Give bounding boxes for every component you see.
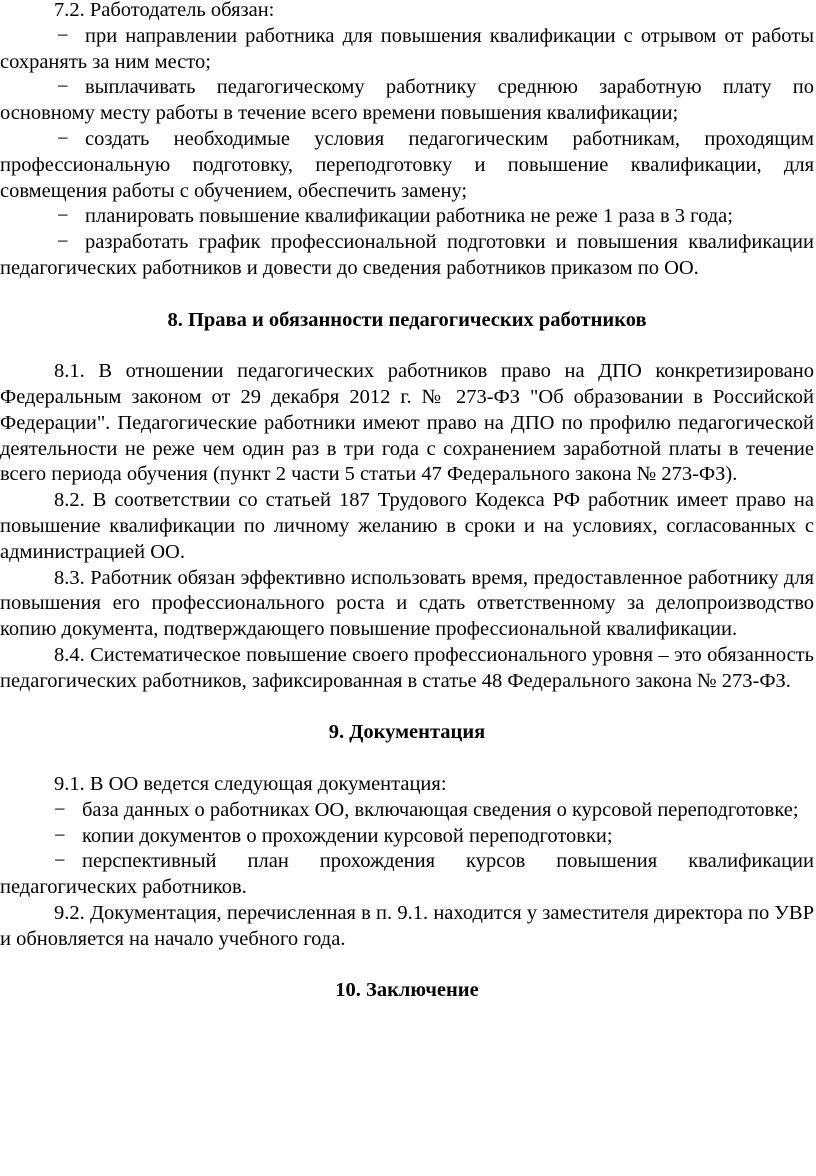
section7-item-2 xyxy=(0,75,814,127)
section8-heading: 8. Права и обязанности педагогических работников xyxy=(167,308,647,331)
spacer xyxy=(0,333,814,359)
section8-paragraph-1: 8.1. В отношении педагогических работников право на ДПО конкретизировано Федеральным законом от 29 декабря 2012 г. № 273-ФЗ "Об образовании в Российской Федерации". Педагогические работники имеют право на ДПО по профилю педагогической деятельности не реже чем один раз в три года с сохранением заработной платы в течение всего периода обучения (пункт 2 части 5 статьи 47 Федерального закона № 273-ФЗ). xyxy=(0,360,814,486)
dash-marker: − xyxy=(54,850,66,873)
section10-heading: 10. Заключение xyxy=(335,979,479,1002)
section9-closing: 9.2. Документация, перечисленная в п. 9.1. находится у заместителя директора по УВР и обновляется на начало учебного года. xyxy=(0,901,814,950)
section9-item-3 xyxy=(0,849,814,901)
dash-marker: − xyxy=(57,76,69,99)
section7-item-5 xyxy=(0,230,814,282)
section7-item-1 xyxy=(0,24,814,76)
dash-marker: − xyxy=(57,127,69,150)
section8-paragraph-3: 8.3. Работник обязан эффективно использовать время, предоставленное работнику для повышения его профессионального роста и сдать ответственному за делопроизводство копию документа, подтверждающего повышение профессиональной квалификации. xyxy=(0,566,814,641)
section7-item-text: планировать повышение квалификации работника не реже 1 раза в 3 года; xyxy=(85,205,733,228)
section9-item-text: копии документов о прохождении курсовой переподготовки; xyxy=(82,824,613,847)
section9-item-text: перспективный план прохождения курсов повышения квалификации педагогических работников. xyxy=(0,850,814,899)
section9-heading: 9. Документация xyxy=(328,721,486,744)
section7-item-text: выплачивать педагогическому работнику среднюю заработную плату по основному месту работы в течение всего времени повышения квалификации; xyxy=(0,76,814,125)
spacer xyxy=(0,952,814,978)
dash-marker: − xyxy=(57,205,69,228)
spacer xyxy=(0,282,814,308)
dash-marker: − xyxy=(54,824,66,847)
section9-item-2 xyxy=(0,824,814,850)
section9-item-text: база данных о работниках ОО, включающая сведения о курсовой переподготовке; xyxy=(82,798,799,821)
spacer xyxy=(0,746,814,772)
section9-intro: 9.1. В ОО ведется следующая документация: xyxy=(54,772,447,795)
section7-item-text: при направлении работника для повышения квалификации с отрывом от работы сохранять за ним место; xyxy=(0,24,814,73)
section7-intro: 7.2. Работодатель обязан: xyxy=(54,0,275,21)
dash-marker: − xyxy=(54,798,66,821)
section7-item-3 xyxy=(0,127,814,204)
section7-item-text: разработать график профессиональной подготовки и повышения квалификации педагогических работников и довести до сведения работников приказом по ОО. xyxy=(0,231,814,279)
dash-marker: − xyxy=(57,24,69,47)
section9-item-1 xyxy=(0,798,814,824)
dash-marker: − xyxy=(57,231,69,254)
section7-item-text: создать необходимые условия педагогическим работникам, проходящим профессиональную подготовку, переподготовку и повышение квалификации, для совмещения работы с обучением, обеспечить замену; xyxy=(0,127,814,202)
section8-paragraph-4: 8.4. Систематическое повышение своего профессионального уровня – это обязанность педагогических работников, зафиксированная в статье 48 Федерального закона № 273-ФЗ. xyxy=(0,643,814,692)
spacer xyxy=(0,695,814,721)
section8-paragraph-2: 8.2. В соответствии со статьей 187 Трудового Кодекса РФ работник имеет право на повышение квалификации по личному желанию в сроки и на условиях, согласованных с администрацией ОО. xyxy=(0,489,814,563)
section7-item-4 xyxy=(0,204,814,230)
